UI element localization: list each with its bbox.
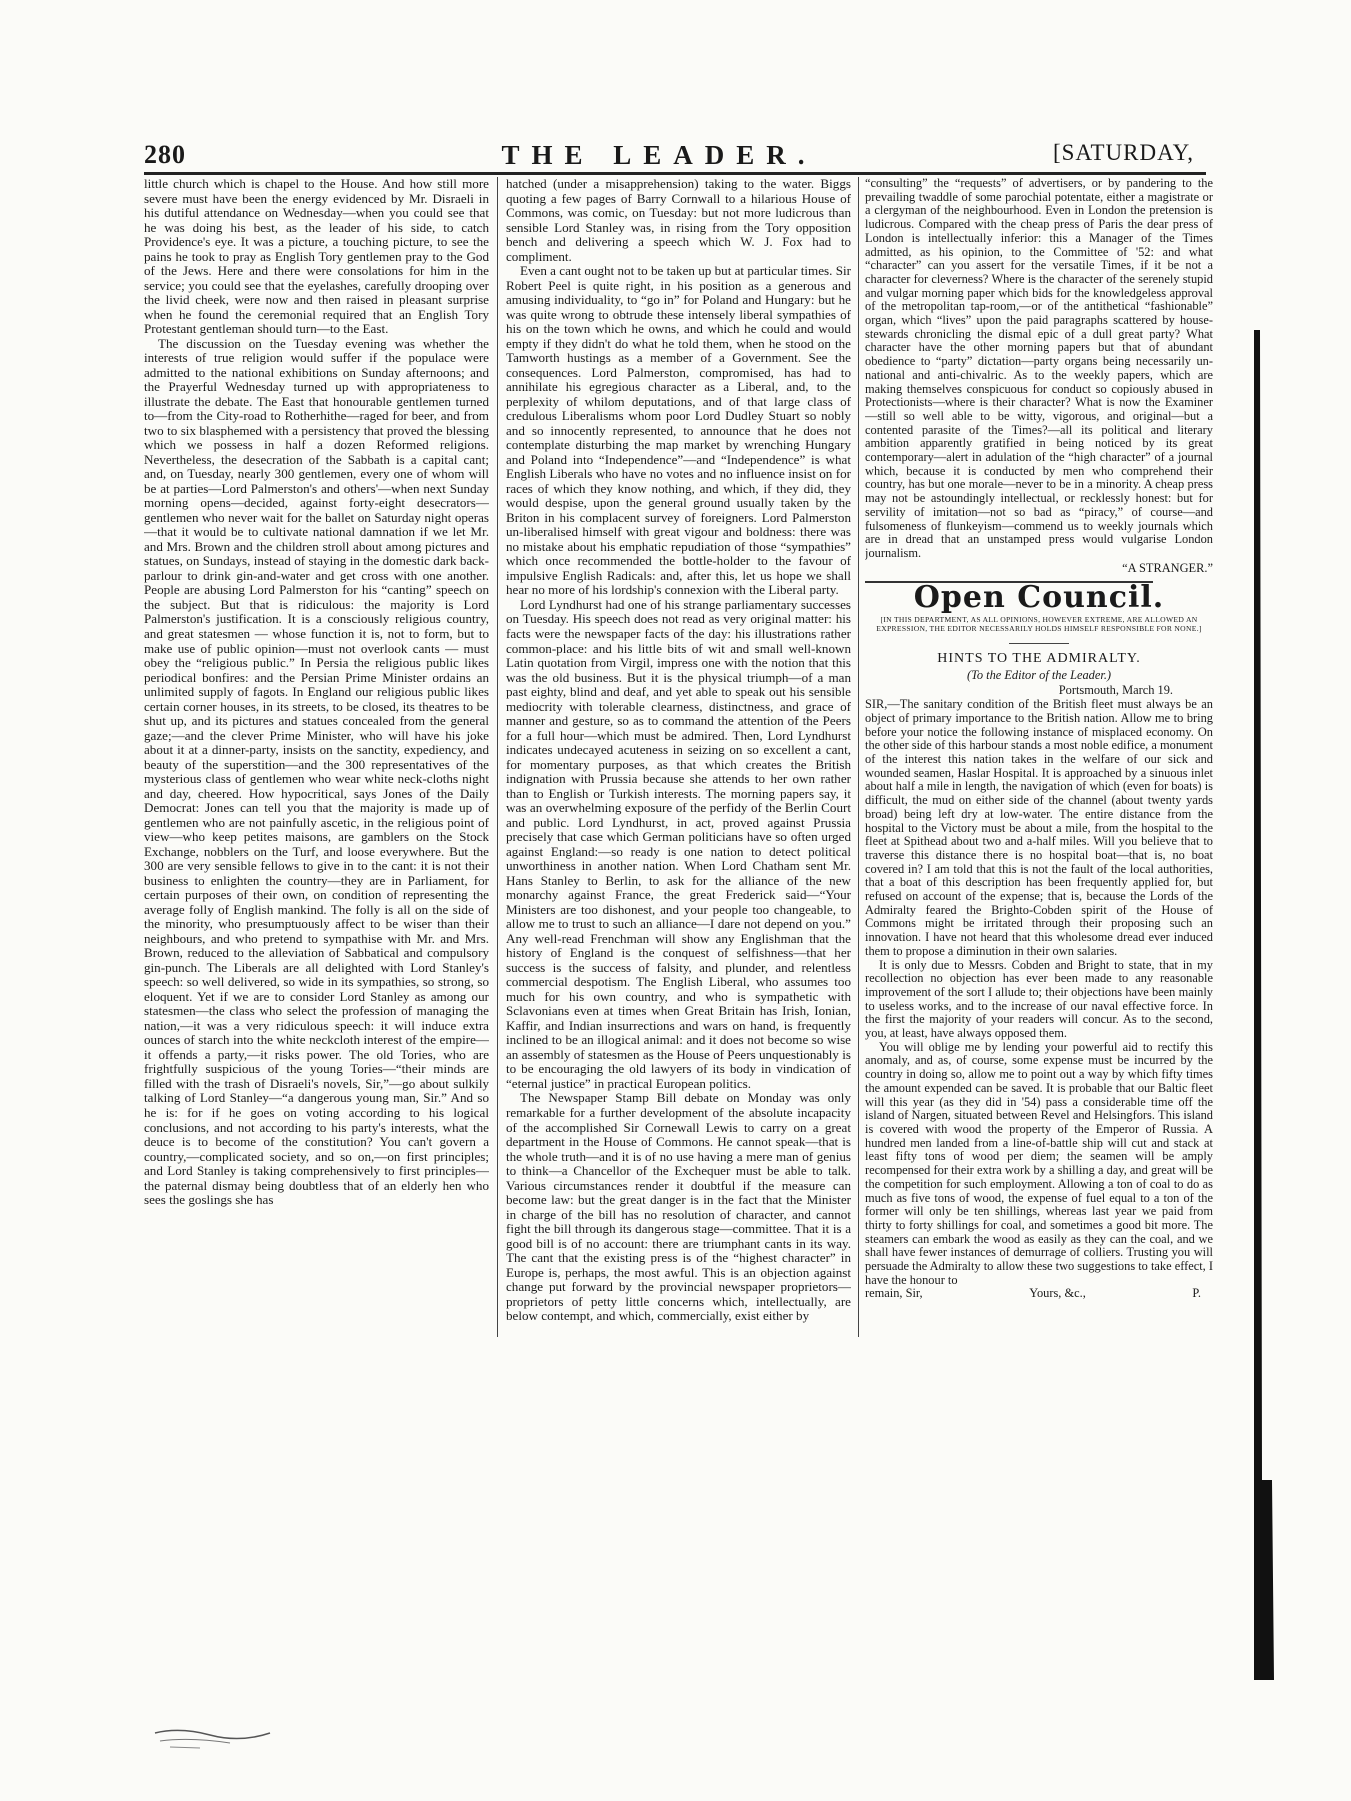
column-3 xyxy=(865,177,1213,1337)
stranger-signoff: “A STRANGER.” xyxy=(1122,560,1213,575)
sign-right: P. xyxy=(1192,1286,1201,1301)
letter-paragraph: It is only due to Messrs. Cobden and Bright to state, that in my recollection no objection has ever been made to any reasonable improvement of the sort I allude to; their objections have been mainly to useless works, and to the increase of our naval effective force. In the first the majority of your readers will concur. As to the second, you, at least, have always opposed them. xyxy=(865,957,1213,1041)
letter-signature xyxy=(865,1287,1213,1301)
open-council-heading: Open Council. xyxy=(913,580,1165,616)
thin-rule xyxy=(1009,643,1069,644)
column-1-paragraph: little church which is chapel to the House. And how still more severe must have been the energy evidenced by Mr. Disraeli in his dutiful attendance on Wednesday—when you could see that he was doing his best, as the leader of his side, to catch Providence's eye. It was a picture, a touching picture, to see the pains he took to pray as English Tory gentlemen pray to the God of the Jews. Here and there were consolations for him in the service; you could see that the eyelashes, carefully drooping over the livid cheek, were now and then raised in pleasant surprise when he found the ceremonial required that an English Tory Protestant gentleman should turn—to the East. xyxy=(144,177,489,337)
editor-disclaimer: [IN THIS DEPARTMENT, AS ALL OPINIONS, HOWEVER EXTREME, ARE ALLOWED AN EXPRESSION, THE EDITOR NECESSARILY HOLDS HIMSELF RESPONSIBLE FOR NONE.] xyxy=(876,615,1202,634)
letter-dateline: Portsmouth, March 19. xyxy=(1058,682,1173,697)
header-rule xyxy=(144,172,1206,175)
letter-dedication: (To the Editor of the Leader.) xyxy=(966,667,1112,682)
page-header xyxy=(144,140,1194,174)
column-1 xyxy=(144,177,489,1347)
letter-paragraph: You will oblige me by lending your powerful aid to rectify this anomaly, and as, of course, some expense must be incurred by the country in doing so, allow me to point out a way by which fifty times the amount expended can be saved. It is probable that our Baltic fleet will this year (as they did in '54) pass a considerable time off the island of Nargen, situated between Revel and Helsingfors. This island is covered with wood the property of the Emperor of Russia. A hundred men landed from a line-of-battle ship will cut and stack at least fifty tons of wood per diem; the seamen will be amply recompensed for their extra work by a shilling a day, and great will be the competition for such employment. Allowing a ton of coal to do as much as five tons of wood, the expense of fuel equal to a ton of the former will only be ten shillings, whereas last year we paid from thirty to forty shillings for coal, and sometimes a good bit more. The steamers can embark the wood as easily as they can the coal, and we shall have fewer instances of demurrage of colliers. Trusting you will persuade the Admiralty to allow these two suggestions to take effect, I have the honour to xyxy=(865,1039,1213,1287)
column-divider xyxy=(858,177,859,1337)
column-2-paragraph: Lord Lyndhurst had one of his strange parliamentary successes on Tuesday. His speech does not read as very original matter: his facts were the newspaper facts of the day: his illustrations rather common-place: and his little bits of wit and small well-known Latin quotation from Virgil, impress one with the notion that this was the old business. But it is the physical triumph—of a man past eighty, blind and deaf, and yet able to speak out his sensible mediocrity with tolerable clearness, distinctness, and grace of manner and gesture, so as to command the attention of the Peers for a full hour—which must be admired. Then, Lord Lyndhurst indicates undecayed acuteness in seizing on so excellent a cant, for momentary purposes, as that which creates the British indignation with Prussia because she attends to her own rather than to English or Turkish interests. The morning papers say, it was an overwhelming exposure of the perfidy of the Berlin Court and public. Lord Lyndhurst, in act, proved against Prussia precisely that case which German politicians have so often urged against England:—so ready is one nation to detect political unworthiness in another nation. When Lord Chatham sent Mr. Hans Stanley to Berlin, to ask for the alliance of the new monarchy against France, the great Frederick said—“Your Ministers are too dishonest, and your people too changeable, to allow me to trust to such an alliance—I dare not depend on you.” Any well-read Frenchman will show any Englishman that the history of England is the conquest of selfishness—that her success is the success of falsity, and plunder, and relentless commercial despotism. The English Liberal, who assumes too much for his own country, and who is sympathetic with Sclavonians even at times when Great Britain has Irish, Ionian, Kaffir, and Indian insurrections and wars on hand, is frequently inclined to be an illogical animal: and it does not become so wise an assembly of statesmen as the House of Peers unquestionably is to be encouraging the old lawyers of its body in vindication of “eternal justice” in practical European politics. xyxy=(506,596,851,1091)
column-2-paragraph: The Newspaper Stamp Bill debate on Monday was only remarkable for a further development of the absolute incapacity of the accomplished Sir Cornewall Lewis to carry on a great department in the House of Commons. He cannot speak—that is the whole truth—and it is of no use having a mere man of genius to think—a Chancellor of the Exchequer must be able to talk. Various circumstances render it doubtful if the measure can become law: but the great danger is in the fact that the Minister in charge of the bill has no resolution of character, and cannot fight the bill through its dangerous stage—committee. That it is a good bill is of no account: there are triumphant cants in its way. The cant that the existing press is of the “highest character” in Europe is, perhaps, the most awful. This is an objection against change put forward by the provincial newspaper proprietors—proprietors of petty little concerns which, intellectually, are below contempt, and which, commercially, exist either by xyxy=(506,1090,851,1324)
column-1-paragraph: The discussion on the Tuesday evening was whether the interests of true religion would suffer if the populace were admitted to the national exhibitions on Sunday afternoons; and the Prayerful Wednesday turned up with appropriateness to illustrate the debate. The East that honourable gentlemen turned to—from the City-road to Rotherhithe—raged for beer, and from two to six blasphemed with a persistency that proved the blessing which we possess in half a dozen Reformed religions. Nevertheless, the desecration of the Sabbath is a capital cant; and, on Tuesday, nearly 300 gentlemen, every one of whom will be at parties—Lord Palmerston's and others'—when next Sunday morning opens—decided, against forty-eight desecrators—gentlemen who never wait for the ballet on Saturday night operas—that it would be to cultivate national damnation if we let Mr. and Mrs. Brown and the children stroll about among pictures and statues, on Sundays, instead of staying in the domestic dark back-parlour to drink gin-and-water and get cross with one another. People are abusing Lord Palmerston for his “canting” speech on the subject. But that is ridiculous: the majority is Lord Palmerston's justification. It is a consciously religious country, and great statesmen — whose function it is, not to form, but to make use of public opinion—must not overlook cants — must obey the “religious public.” In Persia the religious public likes periodical bonfires: and the Persian Prime Minister ordains an unlimited supply of fagots. In England our religious public likes certain corner houses, in its streets, to be closed, its theatres to be shut up, and its pictures and statues concealed from the general gaze;—and the clever Prime Minister, who will have his joke about it at a dinner-party, insists on the sanctity, expediency, and beauty of the superstition—and the 300 representatives of the mysterious class of gentlemen who wear white neck-cloths night and day, cheered. How hypocritical, says Jones of the Daily Democrat: Jones can tell you that the majority is made up of gentlemen who are not painfully ascetic, in the religious point of view—who keep petites maisons, are gamblers on the Stock Exchange, nobblers on the Turf, and loose everywhere. But the 300 are very sensible fellows to give in to the cant: it is not their business to enlighten the country—they are in Parliament, for certain purposes of their own, on condition of representing the average folly of English mankind. The folly is all on the side of the minority, who presumptuously affect to be wiser than their neighbours, and who pretend to sympathise with Mr. and Mrs. Brown, reduced to the alleviation of Sabbatical and compulsory gin-punch. The Liberals are all delighted with Lord Stanley's speech: so well delivered, so wide in its sympathies, so strong, so eloquent. Yet if we are to consider Lord Stanley as among our statesmen—the class who select the profession of managing the nation,—it was a very ridiculous speech: it will induce extra ounces of starch into the white neckcloth interest of the empire—it offends a party,—it risks power. The old Tories, who are frightfully suspicious of the young Tories—“their minds are filled with the trash of Disraeli's novels, Sir,”—go about sulkily talking of Lord Stanley—“a dangerous young man, Sir.” And so he is: for if he goes on voting according to his logical conclusions, and not according to his party's interests, what the deuce is to become of the constitution? You can't govern a country,—complicated society, and so on,—on first principles; and Lord Stanley is taking comprehensively to first principles—the paternal dismay being doubtless that of an elderly hen who sees the goslings she has xyxy=(144,335,489,1208)
column-divider xyxy=(497,177,498,1337)
column-3-paragraph: “consulting” the “requests” of advertisers, or by pandering to the prevailing twaddle of some parochial potentate, either a magistrate or a clergyman of the neighbourhood. Even in London the pretension is ludicrous. Compared with the cheap press of Paris the dear press of London is intellectually inferior: this a Manager of the Times admitted, as his opinion, to the Committee of '52: and what “character” can you assert for the versatile Times, if it be not a character for cleverness? Where is the character of the serenely stupid and vulgar morning paper which bids for the knowledgeless approval of the metropolitan tap-room,—or of the antithetical “fashionable” organ, which “lives” upon the paid paragraphs scattered by house-stewards chronicling the dismal epic of a dull great party? What character have the other morning papers but that of abundant obedience to “party” dictation—party organs being necessarily un-national and anti-chivalric. As to the weekly papers, which are making themselves conspicuous for conduct so copiously abused in Protectionists—where is their character? What is now the Examiner—still so well able to be witty, vigorous, and original—but a contented parasite of the Times?—all its political and literary ambition apparently gratified in being noticed by its great contemporary—alert in adulation of the “high character” of a journal which, because it is conducted by men who comprehend their country, has but one morale—never to be in a minority. A cheap press may not be astoundingly intellectual, or recklessly honest: but for servility of imitation—not so bad as “piracy,” of course—and fulsomeness of flunkeyism—commend us to weekly journals which are in dread that an unstamped press would vulgarise London journalism. xyxy=(865,177,1213,560)
date-label: [SATURDAY, xyxy=(1052,140,1194,165)
column-2-paragraph: Even a cant ought not to be taken up but at particular times. Sir Robert Peel is quite right, in his position as a generous and amusing individuality, to “go in” for Poland and Hungary: but he was quite wrong to obtrude these intensely liberal sympathies of his on the town which he owns, and which he could and would empty if they didn't do what he told them, when he stood on the Tamworth hustings as a member of a Government. See the consequences. Lord Palmerston, compromised, has had to annihilate his egregious character as a Liberal, and, to the perplexity of whilom deputations, and of that large class of credulous Liberalisms whom poor Lord Dudley Stuart so nobly and so innocently represented, to announce that he does not contemplate disturbing the map market by wrenching Hungary and Poland into “Independence”—and “Independence” is what English Liberals who have no votes and no influence insist on for races of which they know nothing, and which, if they did, they would despise, upon the general ground usually taken by the Briton in his complacent survey of foreigners. Lord Palmerston un-liberalised himself with great vigour and boldness: there was no mistake about his emphatic repudiation of those “sympathies” which once recommended the bottle-holder to the favour of impulsive English Radicals: and, after this, let us hope we shall hear no more of his lordship's connexion with the Liberal party. xyxy=(506,263,851,598)
letter-title: HINTS TO THE ADMIRALTY. xyxy=(937,651,1141,667)
scan-smudge-marks xyxy=(150,1715,300,1755)
masthead-title: THE LEADER. xyxy=(501,140,817,170)
column-2-paragraph: hatched (under a misapprehension) taking to the water. Biggs quoting a few pages of Barry Cornwall to a hilarious House of Commons, was comic, on Tuesday: but not more ludicrous than sensible Lord Stanley was, in rising from the Tory opposition bench and delivering a speech which W. J. Fox had to compliment. xyxy=(506,177,851,264)
letter-paragraph: SIR,—The sanitary condition of the British fleet must always be an object of primary importance to the British nation. Allow me to bring before your notice the following instance of misplaced economy. On the other side of this harbour stands a most noble edifice, a monument of the interest this nation takes in the welfare of our sick and wounded seamen, Haslar Hospital. It is approached by a sinuous inlet about half a mile in length, the navigation of which (even for boats) is difficult, the mud on either side of the channel (about twenty yards broad) being left dry at low-water. The entire distance from the hospital to the Victory must be about a mile, from the hospital to the fleet at Spithead about two and a-half miles. Will you believe that to traverse this distance there is no hospital boat—that is, no boat covered in? I am told that this is not the fault of the local authorities, that a boat of this description has been frequently applied for, but refused on account of the expense; that is, because the Lords of the Admiralty feared the Brighto-Cobden spirit of the House of Commons might be irritated through their proposing such an innovation. I have not heard that this wholesome dread ever induced them to propose a diminution in their own salaries. xyxy=(865,697,1213,958)
page-number: 280 xyxy=(144,140,186,169)
sign-left: remain, Sir, xyxy=(865,1286,923,1301)
column-2 xyxy=(506,177,851,1337)
sign-middle: Yours, &c., xyxy=(1029,1286,1086,1301)
binding-spine-shadow xyxy=(1250,330,1276,1680)
